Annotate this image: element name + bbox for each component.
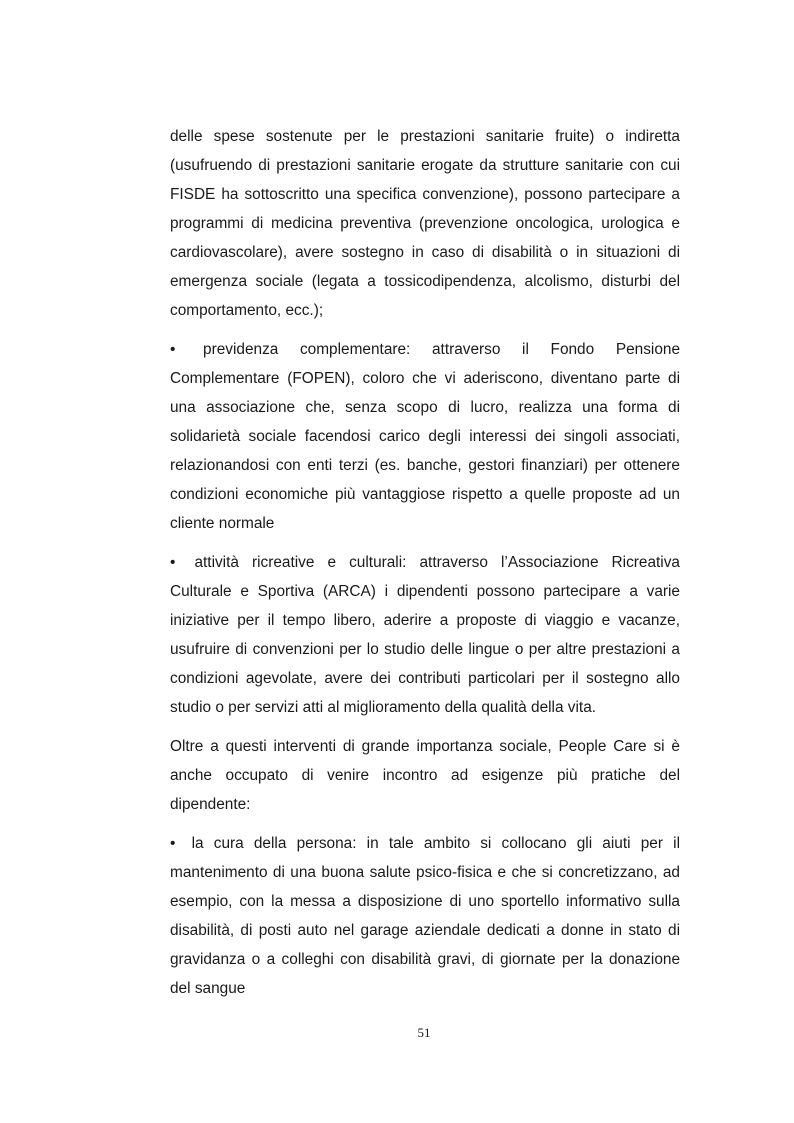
page-number: 51: [417, 1025, 431, 1040]
bullet-text: previdenza complementare: attraverso il Fondo Pensione Complementare (FOPEN), coloro che vi aderiscono, diventano parte di una associazione che, senza scopo di lucro, realizza una forma di solidarietà sociale facendosi carico degli interessi dei singoli associati, relazionandosi con enti terzi (es. banche, gestori finanziari) per ottenere condizioni economiche più vantaggiose rispetto a quelle proposte ad un cliente normale: [170, 341, 681, 532]
bullet-icon: •: [170, 554, 176, 571]
bullet-text: attività ricreative e culturali: attraverso l’Associazione Ricreativa Culturale e Sportiva (ARCA) i dipendenti possono partecipare a varie iniziative per il tempo libero, aderire a proposte di viaggio e vacanze, usufruire di convenzioni per lo studio delle lingue o per altre prestazioni a condizioni agevolate, avere dei contributi particolari per il sostegno allo studio o per servizi atti al miglioramento della qualità della vita.: [170, 554, 680, 716]
paragraph-people-care: Oltre a questi interventi di grande importanza sociale, People Care si è anche occupato di venire incontro ad esigenze più pratiche del dipendente:: [170, 738, 680, 813]
bullet-text: la cura della persona: in tale ambito si collocano gli aiuti per il mantenimento di una buona salute psico-fisica e che si concretizzano, ad esempio, con la messa a disposizione di uno sportello informativo sulla disabilità, di posti auto nel garage aziendale dedicati a donne in stato di gravidanza o a colleghi con disabilità gravi, di giornate per la donazione del sangue: [170, 835, 680, 997]
body-text: [170, 122, 680, 1013]
bullet-icon: •: [170, 341, 176, 358]
bullet-item-previdenza: [170, 335, 680, 538]
bullet-icon: •: [170, 835, 176, 852]
bullet-item-attivita: [170, 548, 680, 722]
paragraph-continuation: delle spese sostenute per le prestazioni sanitarie fruite) o indiretta (usufruendo di prestazioni sanitarie erogate da strutture sanitarie con cui FISDE ha sottoscritto una specifica convenzione), possono partecipare a programmi di medicina preventiva (prevenzione oncologica, urologica e cardiovascolare), avere sostegno in caso di disabilità o in situazioni di emergenza sociale (legata a tossicodipendenza, alcolismo, disturbi del comportamento, ecc.);: [170, 128, 680, 319]
bullet-item-cura-persona: [170, 829, 680, 1003]
